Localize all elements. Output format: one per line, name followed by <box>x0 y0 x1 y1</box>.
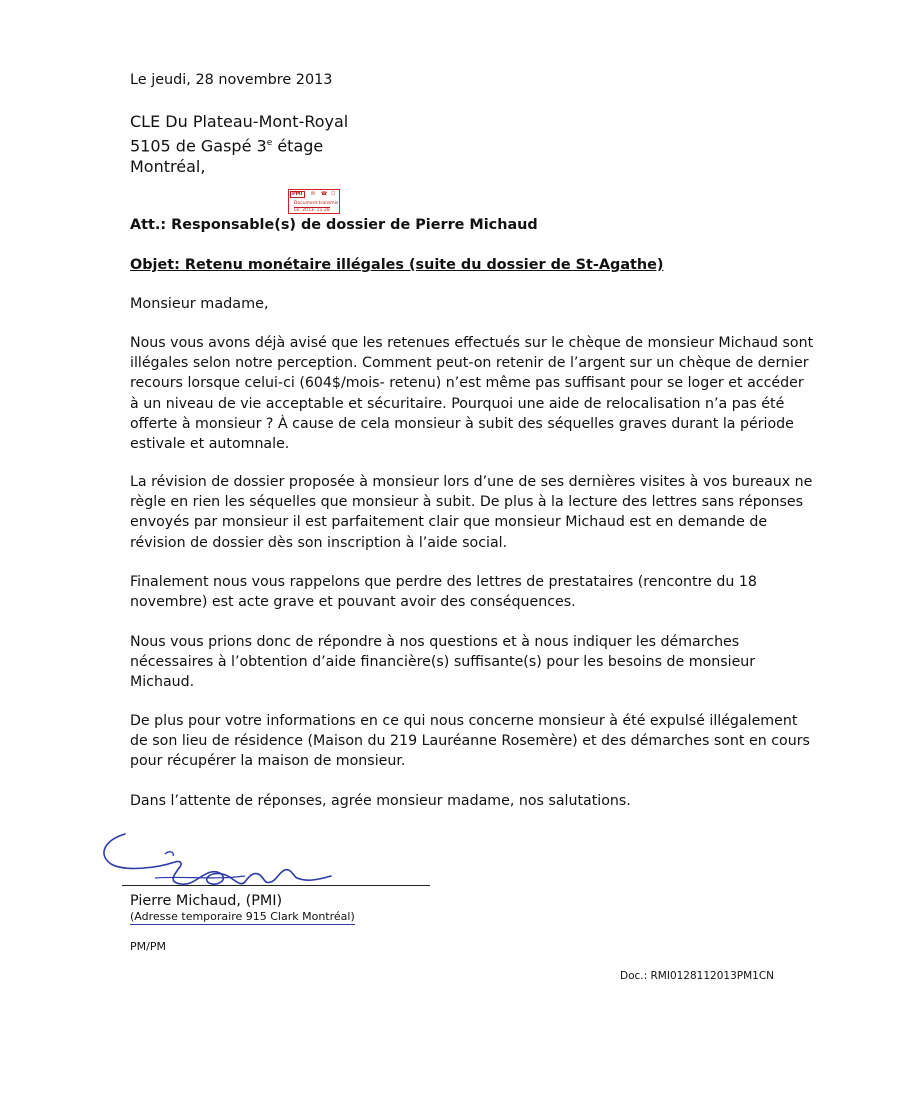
paragraph-line: de son lieu de résidence (Maison du 219 Lauréanne Rosemère) et des démarches sont en cours <box>130 733 810 750</box>
signature-stroke <box>104 834 331 884</box>
paragraph-line: pour récupérer la maison de monsieur. <box>130 753 406 770</box>
subject-line: Objet: Retenu monétaire illégales (suite du dossier de St-Agathe) <box>130 257 664 273</box>
stamp-line-2: Le: 2013- 11-28 <box>294 208 330 213</box>
stamp-mail-icon: ✉ <box>311 191 316 197</box>
paragraph-line: offerte à monsieur ? À cause de cela monsieur à subit des séquelles graves durant la période <box>130 415 794 432</box>
stamp-tag: PMI <box>292 191 303 197</box>
paragraph-line: recours lorsque celui-ci (604$/mois- retenu) n’est même pas suffisant pour se loger et accéder <box>130 375 804 392</box>
paragraph-line: estivale et automnale. <box>130 436 290 453</box>
recipient-block <box>130 111 348 178</box>
recipient-line-2 <box>130 133 348 157</box>
transmission-stamp <box>288 189 340 214</box>
body-paragraph-4 <box>130 632 770 693</box>
stamp-hand-icon: ☐ <box>331 191 336 197</box>
paragraph-line: Dans l’attente de réponses, agrée monsieur madame, nos salutations. <box>130 793 631 809</box>
signature-line <box>122 885 430 886</box>
signer-name: Pierre Michaud, (PMI) <box>130 893 283 909</box>
recipient-street: 5105 de Gaspé 3 <box>130 135 267 155</box>
body-paragraph-5 <box>130 711 810 772</box>
recipient-line-3: Montréal, <box>130 157 206 177</box>
paragraph-line: révision de dossier dès son inscription à l’aide social. <box>130 534 508 551</box>
paragraph-line: règle en rien les séquelles que monsieur à subit. De plus à la lecture des lettres sans réponses <box>130 494 803 511</box>
stamp-fax-icon: ☎ <box>321 191 328 197</box>
paragraph-line: Michaud. <box>130 674 195 691</box>
initials: PM/PM <box>130 940 166 953</box>
body-paragraph-1 <box>130 333 814 454</box>
paragraph-line: novembre) est acte grave et pouvant avoir des conséquences. <box>130 594 576 611</box>
paragraph-line: De plus pour votre informations en ce qui nous concerne monsieur à été expulsé illégalement <box>130 713 798 729</box>
paragraph-line: La révision de dossier proposée à monsieur lors d’une de ses dernières visites à vos bureaux ne <box>130 474 813 490</box>
recipient-floor-word: étage <box>272 135 324 155</box>
paragraph-line: à un niveau de vie acceptable et sécuritaire. Pourquoi une aide de relocalisation n’a pas été <box>130 395 785 412</box>
salutation: Monsieur madame, <box>130 296 269 312</box>
paragraph-line: envoyés par monsieur il est parfaitement clair que monsieur Michaud est en demande de <box>130 514 768 531</box>
signature-flourish <box>165 852 173 856</box>
paragraph-line: Nous vous prions donc de répondre à nos questions et à nous indiquer les démarches <box>130 634 740 650</box>
recipient-line-1: CLE Du Plateau-Mont-Royal <box>130 112 349 131</box>
letter-date: Le jeudi, 28 novembre 2013 <box>130 72 333 88</box>
paragraph-line: nécessaires à l’obtention d’aide financière(s) suffisante(s) pour les besoins de monsieur <box>130 654 756 671</box>
body-paragraph-6 <box>130 791 770 811</box>
paragraph-line: illégales selon notre perception. Comment peut-on retenir de l’argent sur un chèque de dernier <box>130 355 809 372</box>
paragraph-line: Nous vous avons déjà avisé que les retenues effectués sur le chèque de monsieur Michaud sont <box>130 335 814 351</box>
body-paragraph-2 <box>130 472 813 553</box>
stamp-line-1: Document transmis <box>294 201 339 206</box>
body-paragraph-3 <box>130 572 770 612</box>
recipient-floor-suffix: e <box>266 137 273 148</box>
signer-address: (Adresse temporaire 915 Clark Montréal) <box>130 910 355 923</box>
paragraph-line: Finalement nous vous rappelons que perdre des lettres de prestataires (rencontre du 18 <box>130 574 757 590</box>
attention-line: Att.: Responsable(s) de dossier de Pierre Michaud <box>130 217 538 233</box>
document-reference: Doc.: RMI0128112013PM1CN <box>620 970 775 982</box>
